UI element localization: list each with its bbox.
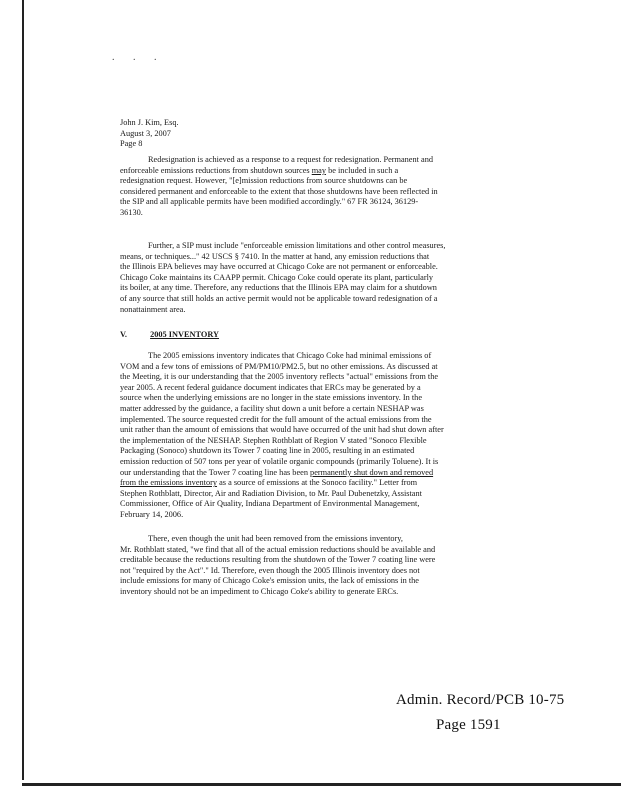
section-heading	[120, 330, 219, 339]
letter-header	[120, 118, 179, 150]
paragraph-sip-requirements: Further, a SIP must include "enforceable emission limitations and other control measures, means, or techniques..." 42 USCS § 7410. In the matter at hand, any emission reductions that the Illinois EPA believes may have occurred at Chicago Coke are not permanent or enforceable. Chicago Coke maintains its CAAPP permit. Chicago Coke could operate its plant, particularly its boiler, at any time. Therefore, any reductions that the Illinois EPA may claim for a shutdown of any source that still holds an active permit would not be applicable toward redesignation of a nonattainment area.	[120, 241, 446, 314]
section-number: V.	[120, 330, 127, 339]
scan-left-border	[22, 0, 24, 780]
letter-date: August 3, 2007	[120, 128, 171, 138]
paragraph-rothblatt: There, even though the unit had been removed from the emissions inventory, Mr. Rothblatt stated, "we find that all of the actual emission reductions should be available and creditable because the reductions resulting from the shutdown of the Tower 7 coating line were not "required by the Act"." Id. Therefore, even though the 2005 Illinois inventory does not include emissions for many of Chicago Coke's emission units, the lack of emissions in the inventory should not be an impediment to Chicago Coke's ability to generate ERCs.	[120, 534, 436, 596]
scan-specks: . . .	[112, 52, 165, 63]
page-number: Page 8	[120, 139, 143, 149]
admin-record-page: Page 1591	[436, 717, 501, 733]
section-title: 2005 INVENTORY	[150, 330, 220, 339]
admin-record-stamp: Admin. Record/PCB 10-75	[396, 692, 565, 708]
scan-bottom-rule	[22, 783, 621, 786]
recipient-name: John J. Kim, Esq.	[120, 118, 179, 127]
paragraph-redesignation: Redesignation is achieved as a response to a request for redesignation. Permanent and enforceable emissions reductions from shutdown sources may be included in such a redesignation request. However, "[e]mission reductions from source shutdowns can be considered permanent and enforceable to the extent that those shutdowns have been reflected in the SIP and all applicable permits have been modified accordingly." 67 FR 36124, 36129- 36130.	[120, 155, 438, 217]
paragraph-inventory: The 2005 emissions inventory indicates that Chicago Coke had minimal emissions of VOM and a few tons of emissions of PM/PM10/PM2.5, but no other emissions. As discussed at the Meeting, it is our understanding that the 2005 inventory reflects "actual" emissions from the year 2005. A recent federal guidance document indicates that ERCs may be generated by a source when the underlying emissions are no longer in the state emissions inventory. In the matter addressed by the guidance, a facility shut down a unit before a certain NESHAP was implemented. The source requested credit for the full amount of the actual emissions from the unit rather than the amount of emissions that would have occurred of the unit had shut down after the implementation of the NESHAP. Stephen Rothblatt of Region V stated "Sonoco Flexible Packaging (Sonoco) shutdown its Tower 7 coating line in 2005, resulting in an estimated emission reduction of 507 tons per year of volatile organic compounds (primarily Toluene). It is our understanding that the Tower 7 coating line has been permanently shut down and removed from the emissions inventory as a source of emissions at the Sonoco facility." Letter from Stephen Rothblatt, Director, Air and Radiation Division, to Mr. Paul Dubenetzky, Assistant Commissioner, Office of Air Quality, Indiana Department of Environmental Management, February 14, 2006.	[120, 351, 444, 519]
